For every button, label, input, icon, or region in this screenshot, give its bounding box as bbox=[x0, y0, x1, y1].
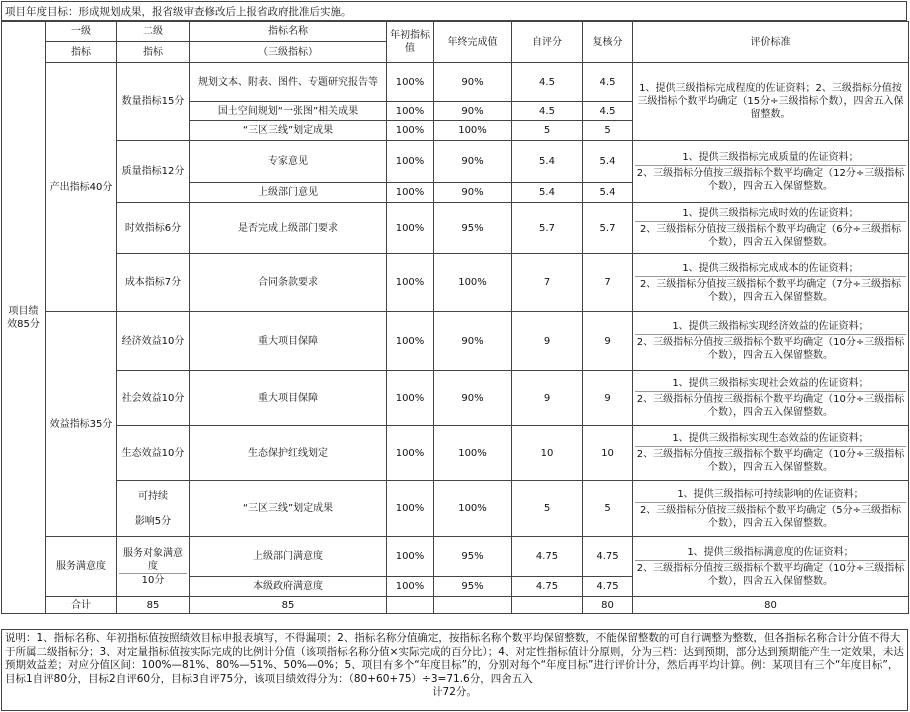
review-score: 5.4 bbox=[583, 183, 633, 203]
initial-value: 100% bbox=[387, 121, 434, 141]
total-level1: 85 bbox=[117, 597, 190, 614]
final-value: 100% bbox=[434, 254, 512, 312]
review-score: 5 bbox=[583, 481, 633, 537]
self-score: 4.5 bbox=[512, 63, 583, 102]
sub-satisfaction-a: 服务对象满意度 bbox=[123, 547, 183, 572]
review-score: 5.7 bbox=[583, 203, 633, 254]
table-row bbox=[2, 426, 909, 481]
final-value: 90% bbox=[434, 63, 512, 102]
indicator-name: 生态保护红线划定 bbox=[190, 426, 387, 481]
table-row bbox=[2, 203, 909, 254]
header-name-sub: （三级指标） bbox=[190, 42, 387, 63]
criteria-sustainability bbox=[633, 481, 909, 537]
total-label: 合计 bbox=[46, 597, 117, 614]
total-level2: 85 bbox=[190, 597, 387, 614]
initial-value: 100% bbox=[387, 254, 434, 312]
criteria-quality bbox=[633, 141, 909, 203]
review-score: 9 bbox=[583, 371, 633, 426]
indicator-name: 国土空间规划“一张图”相关成果 bbox=[190, 102, 387, 121]
review-score: 4.5 bbox=[583, 102, 633, 121]
initial-value: 100% bbox=[387, 371, 434, 426]
criteria-economic-b: 2、三级指标分值按三级指标个数平均确定（10分÷三级指标个数），四舍五入保留整数。 bbox=[636, 337, 905, 361]
sub-timeliness: 时效指标6分 bbox=[117, 203, 190, 254]
table-row bbox=[2, 141, 909, 183]
initial-value: 100% bbox=[387, 203, 434, 254]
final-value: 90% bbox=[434, 312, 512, 371]
table-row bbox=[2, 254, 909, 312]
header-review: 复核分 bbox=[583, 22, 633, 63]
table-row bbox=[2, 312, 909, 371]
review-score: 4.75 bbox=[583, 577, 633, 597]
table-row bbox=[2, 537, 909, 577]
indicator-name: 重大项目保障 bbox=[190, 371, 387, 426]
explanation-text: 说明：1、指标名称、年初指标值按照绩效目标申报表填写，不得漏项；2、指标名称分值确定，按指标名称个数平均保留整数，不能保留整数的可自行调整为整数，但各指标名称合计分值不得大于所属二级指标分；3、对定量指标值按实际完成的比例计分值（该项指标名称分值×实际完成的百分比）；4、对定性指标值计分原则，分为三档：达到预期，部分达到预期能产生一定效果，未达预期效益差；对应分值区间：100%—81%、80%—51%、50%—0%；5、项目有多个“年度目标”的，分别对每个“年度目标”进行评价计分，然后再平均计算。例：某项目有三个“年度目标”，目标1自评80分，目标2自评60分，目标3自评75分，该项目绩效得分为：（80+60+75）÷3=71.6分，四舍五入 bbox=[5, 632, 904, 685]
sub-sustainability-a: 可持续 bbox=[138, 490, 168, 502]
sub-ecological: 生态效益10分 bbox=[117, 426, 190, 481]
self-score: 5.7 bbox=[512, 203, 583, 254]
initial-value: 100% bbox=[387, 102, 434, 121]
review-score: 5 bbox=[583, 121, 633, 141]
annual-goal: 项目年度目标：形成规划成果，报省级审查修改后上报省政府批准后实施。 bbox=[1, 1, 907, 21]
criteria-economic bbox=[633, 312, 909, 371]
project-performance-label: 项目绩效85分 bbox=[2, 22, 46, 614]
indicator-name: 重大项目保障 bbox=[190, 312, 387, 371]
criteria-cost bbox=[633, 254, 909, 312]
indicator-name: 规划文本、附表、图件、专题研究报告等 bbox=[190, 63, 387, 102]
initial-value: 100% bbox=[387, 537, 434, 577]
header-self: 自评分 bbox=[512, 22, 583, 63]
final-value: 90% bbox=[434, 102, 512, 121]
final-value: 90% bbox=[434, 371, 512, 426]
sub-satisfaction bbox=[117, 537, 190, 597]
self-score: 9 bbox=[512, 312, 583, 371]
total-review: 80 bbox=[633, 597, 909, 614]
criteria-social-b: 2、三级指标分值按三级指标个数平均确定（10分÷三级指标个数），四舍五入保留整数。 bbox=[636, 394, 905, 418]
criteria-satisfaction-b: 2、三级指标分值按三级指标个数平均确定（10分÷三级指标个数），四舍五入保留整数。 bbox=[636, 562, 905, 587]
header-initial: 年初指标值 bbox=[387, 22, 434, 63]
self-score: 9 bbox=[512, 371, 583, 426]
header-level2-b: 指标 bbox=[117, 42, 190, 63]
output-label: 产出指标40分 bbox=[46, 63, 117, 312]
initial-value: 100% bbox=[387, 577, 434, 597]
total-empty bbox=[387, 597, 434, 614]
review-score: 4.5 bbox=[583, 63, 633, 102]
criteria-social-a: 1、提供三级指标实现社会效益的佐证资料； bbox=[635, 376, 906, 392]
criteria-ecological bbox=[633, 426, 909, 481]
review-score: 7 bbox=[583, 254, 633, 312]
criteria-satisfaction bbox=[633, 537, 909, 597]
initial-value: 100% bbox=[387, 426, 434, 481]
self-score: 5.4 bbox=[512, 141, 583, 183]
header-criteria: 评价标准 bbox=[633, 22, 909, 63]
header-level1: 一级 bbox=[46, 22, 117, 42]
review-score: 4.75 bbox=[583, 537, 633, 577]
indicator-name: 本级政府满意度 bbox=[190, 577, 387, 597]
indicator-name: 专家意见 bbox=[190, 141, 387, 183]
criteria-economic-a: 1、提供三级指标实现经济效益的佐证资料； bbox=[635, 319, 906, 335]
benefit-label: 效益指标35分 bbox=[46, 312, 117, 537]
total-self: 80 bbox=[583, 597, 633, 614]
criteria-ecological-b: 2、三级指标分值按三级指标个数平均确定（10分÷三级指标个数），四舍五入保留整数。 bbox=[636, 449, 905, 473]
table-row bbox=[2, 371, 909, 426]
header-name: 指标名称 bbox=[190, 22, 387, 42]
self-score: 4.75 bbox=[512, 537, 583, 577]
review-score: 9 bbox=[583, 312, 633, 371]
criteria-quality-b: 2、三级指标分值按三级指标个数平均确定（12分÷三级指标个数），四舍五入保留整数。 bbox=[636, 167, 905, 192]
explanation-tail: 计72分。 bbox=[432, 686, 477, 698]
final-value: 95% bbox=[434, 537, 512, 577]
final-value: 100% bbox=[434, 121, 512, 141]
criteria-cost-a: 1、提供三级指标完成成本的佐证资料； bbox=[635, 261, 906, 277]
indicator-name: 上级部门满意度 bbox=[190, 537, 387, 577]
criteria-ecological-a: 1、提供三级指标实现生态效益的佐证资料； bbox=[635, 431, 906, 447]
self-score: 4.75 bbox=[512, 577, 583, 597]
total-row bbox=[2, 597, 909, 614]
indicator-name: “三区三线”划定成果 bbox=[190, 481, 387, 537]
initial-value: 100% bbox=[387, 141, 434, 183]
initial-value: 100% bbox=[387, 63, 434, 102]
self-score: 4.5 bbox=[512, 102, 583, 121]
criteria-sustainability-a: 1、提供三级指标可持续影响的佐证资料； bbox=[635, 487, 906, 503]
sub-quantity: 数量指标15分 bbox=[117, 63, 190, 141]
self-score: 5 bbox=[512, 121, 583, 141]
indicator-name: 上级部门意见 bbox=[190, 183, 387, 203]
sub-satisfaction-b: 10分 bbox=[119, 573, 187, 587]
table-row bbox=[2, 63, 909, 102]
self-score: 5.4 bbox=[512, 183, 583, 203]
criteria-quantity: 1、提供三级指标完成程度的佐证资料；2、三级指标分值按三级指标个数平均确定（15分÷三级指标个数），四舍五入保留整数。 bbox=[633, 63, 909, 141]
header-final: 年终完成值 bbox=[434, 22, 512, 63]
initial-value: 100% bbox=[387, 183, 434, 203]
criteria-social bbox=[633, 371, 909, 426]
criteria-timeliness bbox=[633, 203, 909, 254]
review-score: 5.4 bbox=[583, 141, 633, 183]
criteria-quality-a: 1、提供三级指标完成质量的佐证资料； bbox=[635, 150, 906, 166]
criteria-timeliness-a: 1、提供三级指标完成时效的佐证资料； bbox=[635, 206, 906, 222]
sub-sustainability bbox=[117, 481, 190, 537]
initial-value: 100% bbox=[387, 312, 434, 371]
indicator-name: “三区三线”划定成果 bbox=[190, 121, 387, 141]
indicator-name: 合同条款要求 bbox=[190, 254, 387, 312]
self-score: 5 bbox=[512, 481, 583, 537]
initial-value: 100% bbox=[387, 481, 434, 537]
final-value: 90% bbox=[434, 183, 512, 203]
sub-cost: 成本指标7分 bbox=[117, 254, 190, 312]
criteria-timeliness-b: 2、三级指标分值按三级指标个数平均确定（6分÷三级指标个数），四舍五入保留整数。 bbox=[639, 224, 902, 248]
review-score: 10 bbox=[583, 426, 633, 481]
table-row bbox=[2, 481, 909, 537]
indicator-name: 是否完成上级部门要求 bbox=[190, 203, 387, 254]
final-value: 95% bbox=[434, 203, 512, 254]
final-value: 100% bbox=[434, 481, 512, 537]
sub-social: 社会效益10分 bbox=[117, 371, 190, 426]
criteria-sustainability-b: 2、三级指标分值按三级指标个数平均确定（5分÷三级指标个数），四舍五入保留整数。 bbox=[639, 504, 902, 529]
explanation-note bbox=[1, 629, 908, 711]
total-empty bbox=[512, 597, 583, 614]
self-score: 7 bbox=[512, 254, 583, 312]
sub-sustainability-b: 影响5分 bbox=[134, 515, 172, 527]
header-level2: 二级 bbox=[117, 22, 190, 42]
satisfaction-label: 服务满意度 bbox=[46, 537, 117, 597]
final-value: 100% bbox=[434, 426, 512, 481]
final-value: 95% bbox=[434, 577, 512, 597]
sub-quality: 质量指标12分 bbox=[117, 141, 190, 203]
criteria-satisfaction-a: 1、提供三级指标满意度的佐证资料； bbox=[635, 545, 906, 561]
indicator-table bbox=[1, 21, 909, 614]
total-empty bbox=[434, 597, 512, 614]
final-value: 90% bbox=[434, 141, 512, 183]
header-level1-b: 指标 bbox=[46, 42, 117, 63]
sub-economic: 经济效益10分 bbox=[117, 312, 190, 371]
criteria-cost-b: 2、三级指标分值按三级指标个数平均确定（7分÷三级指标个数），四舍五入保留整数。 bbox=[639, 278, 902, 303]
self-score: 10 bbox=[512, 426, 583, 481]
